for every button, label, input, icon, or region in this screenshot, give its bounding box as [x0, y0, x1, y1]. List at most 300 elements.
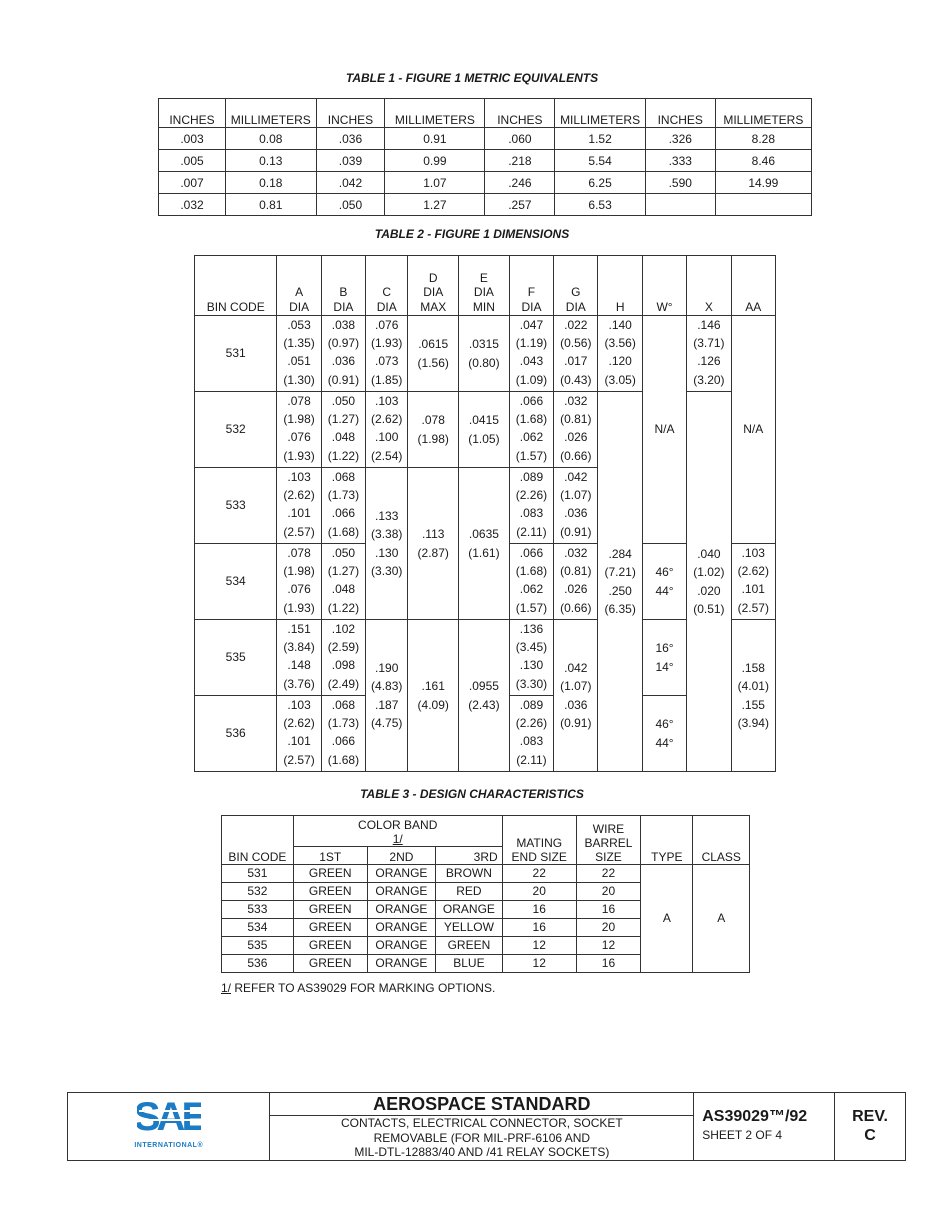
logo-subtitle: [68, 1137, 269, 1155]
cell: 6.25: [555, 172, 646, 194]
value: .050: [331, 394, 356, 408]
cell: 22: [502, 865, 576, 883]
cell: 1.27: [385, 194, 485, 216]
sae-logo-icon: [137, 1098, 201, 1134]
cell: 8.46: [715, 150, 811, 172]
value: (1.61): [468, 545, 500, 560]
col-header-d: [408, 256, 459, 316]
value: (1.09): [515, 372, 548, 387]
cell-b: [321, 696, 365, 772]
cell: 532: [222, 883, 294, 901]
value: (3.71): [693, 336, 725, 351]
value: .130: [519, 658, 544, 673]
cell-c-merged: [366, 468, 408, 620]
col-header-text: MIN: [472, 299, 495, 314]
col-header-a: [277, 256, 321, 316]
bin-code-cell: 534: [195, 544, 277, 620]
value: .026: [564, 582, 588, 597]
value: .284: [608, 547, 632, 562]
col-header-text: DIA: [376, 299, 397, 314]
cell-f: [509, 696, 553, 772]
cell: ORANGE: [367, 883, 435, 901]
value: (1.68): [515, 564, 548, 579]
col-header-aa: AA: [731, 256, 775, 316]
cell: 20: [576, 883, 640, 901]
value: .103: [375, 394, 399, 408]
value: (2.57): [737, 600, 769, 615]
value: (1.93): [283, 600, 315, 615]
cell-a: [277, 696, 321, 772]
value: .0615: [418, 337, 449, 352]
value: .0415: [468, 413, 499, 428]
value: .076: [375, 318, 399, 332]
cell-c: [366, 392, 408, 468]
cell-x: [687, 316, 731, 392]
col-header-c: [366, 256, 408, 316]
cell-b: [321, 316, 365, 392]
cell: ORANGE: [367, 901, 435, 919]
value: (0.91): [327, 372, 360, 387]
cell: .005: [159, 150, 226, 172]
cell-b: [321, 544, 365, 620]
value: (2.62): [283, 716, 315, 731]
value: (0.97): [327, 336, 360, 351]
cell: 8.28: [715, 128, 811, 150]
value: (1.85): [371, 372, 403, 387]
footnote-text: REFER TO AS39029 FOR MARKING OPTIONS.: [231, 981, 496, 995]
value: (2.62): [371, 412, 403, 427]
col-header-text: END SIZE: [511, 850, 567, 864]
col-header: MILLIMETERS: [385, 99, 485, 128]
cell: 0.81: [225, 194, 316, 216]
cell: GREEN: [293, 883, 367, 901]
cell-d-merged: [408, 468, 459, 620]
table-header-row: [159, 99, 812, 128]
value: .130: [375, 545, 399, 560]
cell: 0.99: [385, 150, 485, 172]
value: .133: [375, 509, 399, 524]
col-header-text: WIRE: [592, 822, 625, 836]
value: .051: [287, 354, 311, 369]
cell-f: [509, 544, 553, 620]
value: (3.30): [515, 676, 548, 691]
cell-a: [277, 316, 321, 392]
value: .020: [697, 583, 721, 598]
col-header: INCHES: [316, 99, 385, 128]
value: .101: [287, 734, 311, 749]
col-header-w: W°: [642, 256, 686, 316]
value: (0.43): [560, 372, 592, 387]
value: .047: [519, 318, 544, 332]
cell-w: [642, 620, 686, 696]
col-header-text: DIA: [473, 285, 494, 299]
cell: .590: [645, 172, 715, 194]
col-header-text: DIA: [289, 299, 310, 314]
cell: 531: [222, 865, 294, 883]
value: .066: [519, 546, 544, 560]
value: (3.76): [283, 676, 315, 691]
cell-e: [459, 392, 510, 468]
value: (1.98): [283, 412, 315, 427]
table-row: [159, 150, 812, 172]
value: .089: [519, 698, 544, 712]
value: .040: [697, 547, 721, 562]
value: .042: [564, 661, 588, 676]
logo-wordmark: SAE: [136, 1097, 201, 1134]
cell-a: [277, 392, 321, 468]
value: .102: [331, 622, 356, 636]
cell: 22: [576, 865, 640, 883]
cell: 1.52: [555, 128, 646, 150]
table-row: [195, 316, 776, 392]
cell-d: [408, 392, 459, 468]
cell: GREEN: [436, 937, 503, 955]
cell-aa: [731, 544, 775, 620]
value: .113: [421, 527, 445, 542]
cell: 20: [576, 919, 640, 937]
col-header-text: MATING: [516, 836, 563, 850]
cell-h-merged: [598, 392, 642, 772]
value: .0635: [468, 527, 499, 542]
value: 44°: [655, 735, 674, 750]
col-header-x: X: [687, 256, 731, 316]
col-header-text: DIA: [333, 299, 354, 314]
cell: YELLOW: [436, 919, 503, 937]
value: 44°: [655, 583, 674, 598]
cell: ORANGE: [367, 937, 435, 955]
col-header-bin-code: BIN CODE: [222, 816, 294, 865]
value: (1.27): [327, 564, 360, 579]
value: (3.94): [737, 715, 769, 730]
value: (2.87): [417, 545, 449, 560]
cell: 533: [222, 901, 294, 919]
cell-w: [642, 544, 686, 620]
cell-a: [277, 544, 321, 620]
cell: 1.07: [385, 172, 485, 194]
color-band-label: COLOR BAND: [358, 818, 438, 832]
cell: 20: [502, 883, 576, 901]
value: (1.68): [327, 524, 360, 539]
value: (0.51): [693, 601, 725, 616]
col-header-type: TYPE: [641, 816, 693, 865]
col-header-text: D: [428, 270, 438, 285]
cell: 0.91: [385, 128, 485, 150]
value: (1.56): [417, 355, 449, 370]
value: (1.07): [560, 488, 592, 503]
cell: 16: [576, 955, 640, 973]
cell-b: [321, 392, 365, 468]
table1-title: TABLE 1 - FIGURE 1 METRIC EQUIVALENTS: [345, 71, 599, 85]
value: (1.57): [515, 600, 548, 615]
col-header-3rd: 3RD: [436, 847, 503, 865]
value: (2.62): [283, 488, 315, 503]
table2-title: TABLE 2 - FIGURE 1 DIMENSIONS: [374, 227, 570, 241]
value: 14°: [655, 659, 674, 674]
value: (1.57): [515, 448, 548, 463]
sae-logo: [68, 1093, 270, 1161]
value: (1.19): [515, 336, 548, 351]
standard-title: AEROSPACE STANDARD: [270, 1093, 694, 1116]
description-line: REMOVABLE (FOR MIL-PRF-6106 AND: [373, 1130, 591, 1145]
cell: 536: [222, 955, 294, 973]
value: (4.01): [737, 679, 769, 694]
table-header-row: [195, 256, 776, 316]
col-header-text: C: [382, 285, 392, 299]
value: .050: [331, 546, 356, 560]
value: .036: [564, 697, 588, 712]
color-band-note: 1/: [392, 832, 403, 846]
value: (1.22): [327, 448, 360, 463]
cell: .039: [316, 150, 385, 172]
cell: BLUE: [436, 955, 503, 973]
value: .101: [741, 582, 765, 597]
cell-b: [321, 468, 365, 544]
value: (2.62): [737, 564, 769, 579]
value: (1.93): [283, 448, 315, 463]
col-header: INCHES: [485, 99, 555, 128]
value: (1.68): [327, 752, 360, 767]
cell-e-merged: [459, 468, 510, 620]
value: (3.20): [693, 372, 725, 387]
col-header-text: A: [295, 285, 304, 299]
cell: 16: [576, 901, 640, 919]
cell: 16: [502, 919, 576, 937]
value: .048: [331, 430, 356, 445]
logo-subtitle-text: INTERNATIONAL: [134, 1141, 198, 1149]
value: (1.73): [327, 488, 360, 503]
value: (0.81): [560, 564, 592, 579]
value: .190: [375, 661, 399, 676]
table-row: [159, 128, 812, 150]
revision-value: C: [864, 1127, 876, 1145]
bin-code-cell: 533: [195, 468, 277, 544]
value: (0.80): [468, 355, 500, 370]
cell: GREEN: [293, 919, 367, 937]
cell-h: [598, 316, 642, 392]
col-header: MILLIMETERS: [225, 99, 316, 128]
cell: .333: [645, 150, 715, 172]
value: .068: [331, 698, 356, 712]
value: .032: [564, 394, 588, 408]
col-header-text: SIZE: [595, 850, 622, 864]
value: (0.66): [560, 448, 592, 463]
value: (1.22): [327, 600, 360, 615]
document-number: AS39029™/92: [702, 1108, 808, 1126]
value: (0.66): [560, 600, 592, 615]
col-header-h: H: [598, 256, 642, 316]
value: .187: [375, 697, 399, 712]
value: (2.43): [468, 697, 500, 712]
cell: RED: [436, 883, 503, 901]
value: (2.11): [516, 752, 547, 767]
value: .103: [287, 470, 311, 484]
footnote: [221, 981, 495, 995]
value: (3.45): [515, 640, 548, 655]
value: (2.57): [283, 524, 315, 539]
logo-registered-mark: ®: [197, 1141, 204, 1149]
col-header-1st: 1ST: [293, 847, 367, 865]
cell-e: [459, 316, 510, 392]
col-header-mating: [502, 816, 576, 865]
cell: [645, 194, 715, 216]
revision-label: REV.: [852, 1108, 888, 1126]
value: .078: [287, 394, 311, 408]
cell: GREEN: [293, 955, 367, 973]
type-cell: A: [641, 865, 693, 973]
table-row: [159, 172, 812, 194]
value: (0.91): [560, 524, 592, 539]
bin-code-cell: 531: [195, 316, 277, 392]
cell: [715, 194, 811, 216]
cell-e-merged: [459, 620, 510, 772]
design-characteristics-table: [221, 815, 750, 973]
cell: .246: [485, 172, 555, 194]
cell-g-merged: [554, 620, 598, 772]
value: (1.27): [327, 412, 360, 427]
col-header-text: G: [571, 285, 581, 299]
cell-c: [366, 316, 408, 392]
value: (3.30): [371, 563, 403, 578]
col-header-g: [554, 256, 598, 316]
cell-aa-na: N/A: [731, 316, 775, 544]
value: .062: [519, 430, 544, 445]
cell: 14.99: [715, 172, 811, 194]
value: (2.49): [327, 676, 360, 691]
cell: GREEN: [293, 865, 367, 883]
bin-code-cell: 535: [195, 620, 277, 696]
value: 46°: [655, 717, 674, 732]
value: .066: [331, 734, 356, 749]
footnote-ref: 1/: [221, 981, 232, 995]
value: .155: [741, 697, 765, 712]
value: (2.54): [371, 448, 403, 463]
value: (2.59): [327, 640, 360, 655]
description-line: CONTACTS, ELECTRICAL CONNECTOR, SOCKET: [340, 1116, 623, 1130]
cell-g: [554, 468, 598, 544]
title-block: [67, 1092, 906, 1161]
value: .076: [287, 582, 311, 597]
cell: .060: [485, 128, 555, 150]
value: 16°: [655, 641, 674, 656]
value: (1.05): [468, 431, 500, 446]
col-header-text: E: [479, 270, 488, 285]
value: (1.02): [693, 565, 725, 580]
value: (0.56): [560, 336, 592, 351]
cell: .007: [159, 172, 226, 194]
value: .126: [697, 354, 721, 369]
value: .101: [287, 506, 311, 521]
value: .066: [331, 506, 356, 521]
value: (1.98): [283, 564, 315, 579]
value: (3.38): [371, 527, 403, 542]
cell: .050: [316, 194, 385, 216]
description-line: MIL-DTL-12883/40 AND /41 RELAY SOCKETS): [354, 1145, 610, 1159]
cell: BROWN: [436, 865, 503, 883]
value: (1.73): [327, 716, 360, 731]
col-header-f: [509, 256, 553, 316]
value: .100: [375, 430, 399, 445]
table-row: [159, 194, 812, 216]
value: .136: [519, 622, 544, 636]
value: .017: [564, 354, 588, 369]
bin-code-cell: 536: [195, 696, 277, 772]
cell: ORANGE: [367, 919, 435, 937]
value: .038: [331, 318, 356, 332]
cell: 5.54: [555, 150, 646, 172]
value: .078: [421, 413, 445, 428]
value: .089: [519, 470, 544, 484]
value: .151: [287, 622, 311, 636]
value: (1.93): [371, 336, 403, 351]
col-header-text: MAX: [420, 299, 447, 314]
value: .120: [608, 354, 632, 369]
value: .076: [287, 430, 311, 445]
cell-aa-merged: [731, 620, 775, 772]
value: .048: [331, 582, 356, 597]
value: (3.56): [604, 336, 636, 351]
col-header-text: BARREL: [584, 836, 633, 850]
cell-f: [509, 468, 553, 544]
col-header-e: [459, 256, 510, 316]
cell-x-merged: [687, 392, 731, 772]
cell: ORANGE: [367, 865, 435, 883]
cell: 16: [502, 901, 576, 919]
value: .026: [564, 430, 588, 445]
value: .036: [564, 506, 588, 521]
cell: .257: [485, 194, 555, 216]
value: (6.35): [604, 601, 636, 616]
cell: 534: [222, 919, 294, 937]
bin-code-cell: 532: [195, 392, 277, 468]
value: (1.98): [417, 431, 449, 446]
value: .161: [421, 679, 445, 694]
col-header: MILLIMETERS: [715, 99, 811, 128]
cell-g: [554, 544, 598, 620]
value: .0955: [468, 679, 499, 694]
cell: 12: [576, 937, 640, 955]
cell-d-merged: [408, 620, 459, 772]
cell: 6.53: [555, 194, 646, 216]
value: (1.68): [515, 412, 548, 427]
col-header-wire: [576, 816, 640, 865]
value: .083: [519, 506, 544, 521]
value: (0.91): [560, 715, 592, 730]
cell-b: [321, 620, 365, 696]
cell-g: [554, 316, 598, 392]
value: .022: [564, 318, 588, 332]
value: .073: [375, 354, 399, 369]
value: .140: [608, 318, 632, 332]
cell: 535: [222, 937, 294, 955]
table-header-row: [222, 816, 750, 847]
value: (4.83): [371, 679, 403, 694]
cell: .042: [316, 172, 385, 194]
value: (1.07): [560, 679, 592, 694]
cell: .326: [645, 128, 715, 150]
cell: 0.13: [225, 150, 316, 172]
value: .250: [608, 583, 632, 598]
document-description: [270, 1116, 694, 1161]
col-header: INCHES: [159, 99, 226, 128]
sheet-number: SHEET 2 OF 4: [702, 1128, 783, 1143]
cell: .218: [485, 150, 555, 172]
value: .053: [287, 318, 311, 332]
cell: .003: [159, 128, 226, 150]
cell: ORANGE: [436, 901, 503, 919]
col-header-text: F: [527, 285, 536, 299]
cell-a: [277, 620, 321, 696]
cell-w: [642, 696, 686, 772]
